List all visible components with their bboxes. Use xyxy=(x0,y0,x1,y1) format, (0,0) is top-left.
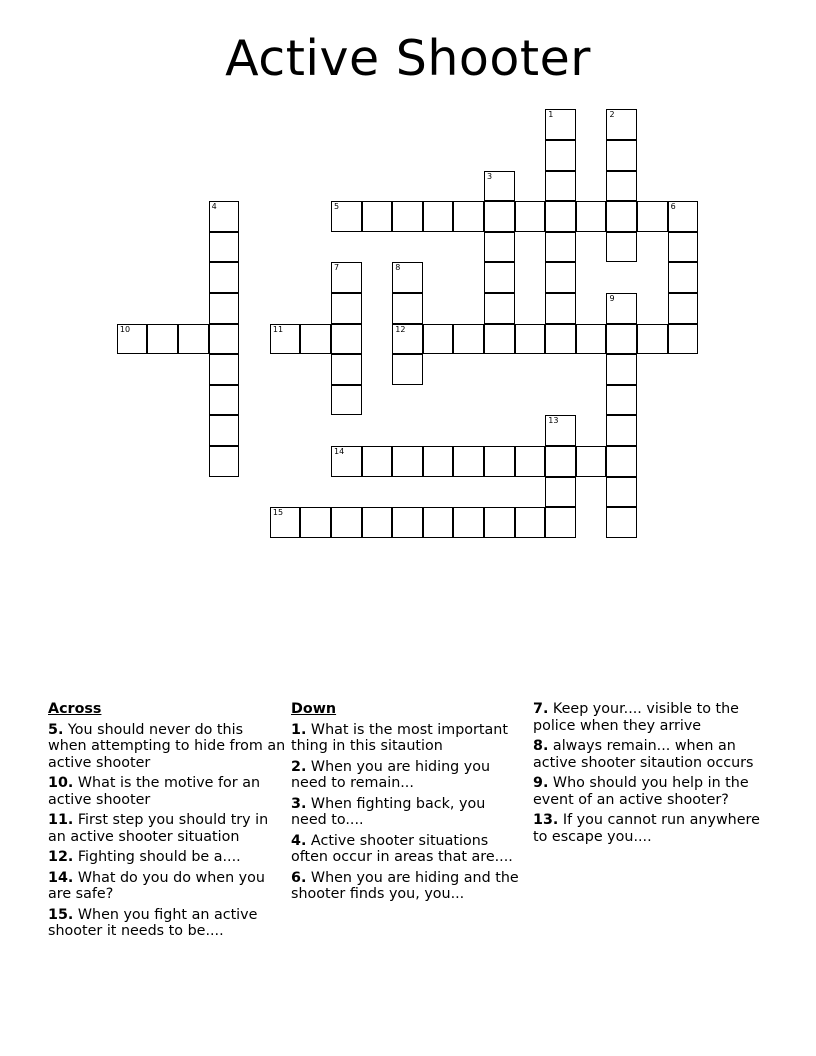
crossword-cell[interactable] xyxy=(668,232,699,263)
crossword-cell[interactable] xyxy=(392,293,423,324)
crossword-cell[interactable] xyxy=(484,262,515,293)
crossword-cell[interactable] xyxy=(545,140,576,171)
clue-number: 6 xyxy=(670,202,676,212)
crossword-cell[interactable] xyxy=(362,446,393,477)
crossword-cell[interactable] xyxy=(209,262,240,293)
crossword-cell[interactable] xyxy=(576,324,607,355)
crossword-cell[interactable] xyxy=(545,262,576,293)
crossword-cell[interactable] xyxy=(392,446,423,477)
crossword-cell[interactable] xyxy=(392,324,423,355)
clue-item-text: When you are hiding and the shooter finds you, you... xyxy=(291,869,519,902)
clue-item-number: 12. xyxy=(48,849,74,865)
crossword-cell[interactable] xyxy=(423,507,454,538)
clue-item-number: 4. xyxy=(291,832,307,849)
clue-item xyxy=(291,722,523,755)
clue-item xyxy=(291,759,523,792)
crossword-cell[interactable] xyxy=(545,415,576,446)
crossword-cell[interactable] xyxy=(545,171,576,202)
crossword-cell[interactable] xyxy=(668,201,699,232)
crossword-cell[interactable] xyxy=(147,324,178,355)
clue-item-text: What is the motive for an active shooter xyxy=(48,775,261,808)
crossword-cell[interactable] xyxy=(484,507,515,538)
clue-item-text: Who should you help in the event of an active shooter? xyxy=(533,775,749,808)
crossword-cell[interactable] xyxy=(331,262,362,293)
clue-item xyxy=(48,812,286,845)
down-clues xyxy=(291,701,523,907)
down-clues-continued xyxy=(533,701,765,849)
crossword-cell[interactable] xyxy=(117,324,148,355)
crossword-cell[interactable] xyxy=(545,477,576,508)
clue-number: 4 xyxy=(211,202,217,212)
clue-item-text: When you are hiding you need to remain... xyxy=(291,758,491,791)
crossword-cell[interactable] xyxy=(606,232,637,263)
crossword-cell[interactable] xyxy=(484,293,515,324)
crossword-cell[interactable] xyxy=(453,507,484,538)
crossword-cell[interactable] xyxy=(270,324,301,355)
clue-number: 1 xyxy=(548,110,554,120)
clue-item xyxy=(291,833,523,866)
crossword-cell[interactable] xyxy=(331,201,362,232)
crossword-cell[interactable] xyxy=(484,446,515,477)
crossword-cell[interactable] xyxy=(606,477,637,508)
clue-item xyxy=(291,796,523,829)
crossword-cell[interactable] xyxy=(576,201,607,232)
clue-number: 8 xyxy=(395,263,401,273)
crossword-cell[interactable] xyxy=(331,385,362,416)
crossword-cell[interactable] xyxy=(270,507,301,538)
clue-item-text: What is the most important thing in this sitaution xyxy=(291,721,508,754)
clue-item xyxy=(48,849,286,866)
crossword-cell[interactable] xyxy=(545,232,576,263)
across-heading: Across xyxy=(48,701,102,717)
crossword-cell[interactable] xyxy=(545,293,576,324)
clue-item-text: What do you do when you are safe? xyxy=(48,869,265,902)
crossword-cell[interactable] xyxy=(545,507,576,538)
clue-item xyxy=(48,907,286,940)
crossword-cell[interactable] xyxy=(606,201,637,232)
clue-item-number: 15. xyxy=(48,906,74,923)
clue-number: 14 xyxy=(334,446,345,456)
crossword-cell[interactable] xyxy=(209,354,240,385)
crossword-cell[interactable] xyxy=(606,446,637,477)
clue-item-text: When fighting back, you need to.... xyxy=(291,795,486,828)
crossword-cell[interactable] xyxy=(392,354,423,385)
crossword-cell[interactable] xyxy=(362,201,393,232)
crossword-cell[interactable] xyxy=(209,446,240,477)
crossword-cell[interactable] xyxy=(545,201,576,232)
crossword-cell[interactable] xyxy=(545,324,576,355)
crossword-cell[interactable] xyxy=(515,446,546,477)
crossword-cell[interactable] xyxy=(392,262,423,293)
clue-item xyxy=(48,775,286,808)
crossword-cell[interactable] xyxy=(606,109,637,140)
crossword-cell[interactable] xyxy=(331,507,362,538)
clue-item xyxy=(533,775,765,808)
crossword-cell[interactable] xyxy=(576,446,607,477)
crossword-cell[interactable] xyxy=(484,171,515,202)
clue-item-text: First step you should try in an active shooter situation xyxy=(48,812,269,845)
crossword-cell[interactable] xyxy=(545,109,576,140)
crossword-cell[interactable] xyxy=(209,324,240,355)
crossword-cell[interactable] xyxy=(331,293,362,324)
crossword-cell[interactable] xyxy=(453,324,484,355)
clue-number: 2 xyxy=(609,110,615,120)
clue-item xyxy=(533,701,765,734)
clue-item xyxy=(533,812,765,845)
crossword-cell[interactable] xyxy=(392,201,423,232)
crossword-cell[interactable] xyxy=(331,354,362,385)
clue-item-number: 2. xyxy=(291,758,307,775)
crossword-cell[interactable] xyxy=(606,354,637,385)
crossword-cell[interactable] xyxy=(453,201,484,232)
crossword-cell[interactable] xyxy=(300,324,331,355)
crossword-cell[interactable] xyxy=(453,446,484,477)
clue-item-number: 6. xyxy=(291,869,307,886)
crossword-cell[interactable] xyxy=(209,201,240,232)
crossword-cell[interactable] xyxy=(209,232,240,263)
clue-item-number: 11. xyxy=(48,812,74,828)
clue-item-text: You should never do this when attempting to hide from an active shooter xyxy=(48,721,286,771)
crossword-cell[interactable] xyxy=(484,232,515,263)
crossword-cell[interactable] xyxy=(392,507,423,538)
clue-item-number: 1. xyxy=(291,721,307,738)
clue-item-text: Fighting should be a.... xyxy=(73,849,241,865)
crossword-cell[interactable] xyxy=(209,293,240,324)
crossword-cell[interactable] xyxy=(331,324,362,355)
crossword-cell[interactable] xyxy=(515,324,546,355)
crossword-cell[interactable] xyxy=(423,324,454,355)
clue-item-number: 8. xyxy=(533,738,549,754)
clue-item-number: 3. xyxy=(291,795,307,812)
crossword-cell[interactable] xyxy=(637,201,668,232)
clue-item-text: Keep your.... visible to the police when they arrive xyxy=(533,701,739,734)
crossword-cell[interactable] xyxy=(606,171,637,202)
crossword-cell[interactable] xyxy=(668,262,699,293)
crossword-cell[interactable] xyxy=(668,293,699,324)
clue-item-number: 5. xyxy=(48,721,64,738)
crossword-cell[interactable] xyxy=(606,385,637,416)
crossword-cell[interactable] xyxy=(331,446,362,477)
crossword-cell[interactable] xyxy=(606,140,637,171)
crossword-cell[interactable] xyxy=(209,385,240,416)
crossword-cell[interactable] xyxy=(484,201,515,232)
clue-number: 15 xyxy=(272,508,284,518)
clue-item-number: 9. xyxy=(533,775,549,791)
clue-item-number: 10. xyxy=(48,775,74,791)
clue-item-text: When you fight an active shooter it needs to be.... xyxy=(48,906,258,939)
crossword-cell[interactable] xyxy=(423,201,454,232)
clue-item-number: 13. xyxy=(533,812,559,828)
clue-item-text: Active shooter situations often occur in areas that are.... xyxy=(291,832,513,865)
clue-number: 5 xyxy=(334,202,340,212)
crossword-cell[interactable] xyxy=(606,415,637,446)
clue-item xyxy=(533,738,765,771)
crossword-cell[interactable] xyxy=(209,415,240,446)
clue-number: 9 xyxy=(609,293,615,303)
across-clues xyxy=(48,701,286,944)
clue-number: 11 xyxy=(272,324,284,334)
crossword-cell[interactable] xyxy=(606,293,637,324)
crossword-cell[interactable] xyxy=(606,324,637,355)
crossword-cell[interactable] xyxy=(300,507,331,538)
clue-item-number: 7. xyxy=(533,701,549,717)
clue-item xyxy=(291,870,523,903)
crossword-cell[interactable] xyxy=(178,324,209,355)
crossword-cell[interactable] xyxy=(637,324,668,355)
crossword-cell[interactable] xyxy=(515,201,546,232)
crossword-cell[interactable] xyxy=(362,507,393,538)
crossword-cell[interactable] xyxy=(606,507,637,538)
clue-number: 10 xyxy=(119,324,131,334)
clue-number: 7 xyxy=(334,263,340,273)
page-title: Active Shooter xyxy=(225,30,591,87)
crossword-cell[interactable] xyxy=(668,324,699,355)
crossword-cell[interactable] xyxy=(545,446,576,477)
clue-item xyxy=(48,722,286,772)
clue-number: 12 xyxy=(395,324,406,334)
crossword-cell[interactable] xyxy=(515,507,546,538)
crossword-cell[interactable] xyxy=(484,324,515,355)
clue-item-text: always remain... when an active shooter sitaution occurs xyxy=(533,738,754,771)
clue-number: 3 xyxy=(487,171,493,181)
crossword-cell[interactable] xyxy=(423,446,454,477)
clue-number: 13 xyxy=(548,416,559,426)
clue-item xyxy=(48,870,286,903)
down-heading: Down xyxy=(291,701,337,717)
clue-item-number: 14. xyxy=(48,869,74,886)
clue-item-text: If you cannot run anywhere to escape you.... xyxy=(533,812,760,845)
